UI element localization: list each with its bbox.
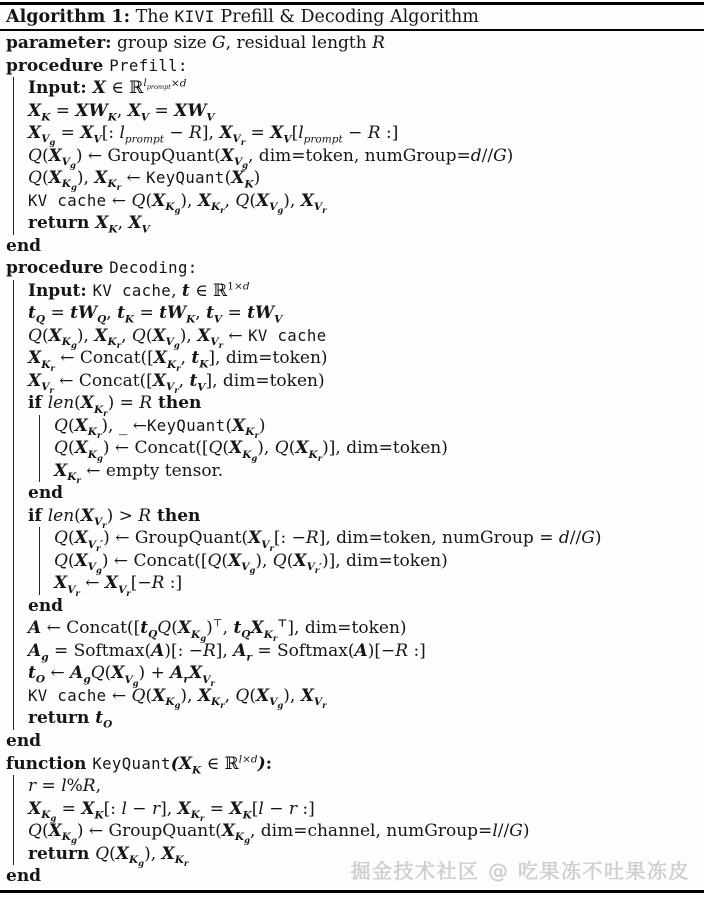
algorithm-line: $Q(X_{V_g})$ ← $GroupQuant(X_{V_g}$, dim=token, numGroup=d//G) <box>0 145 704 168</box>
algorithm-line: $Q(X_{K_g})$, $X_{K_r}$, $Q(X_{V_g})$, $X_{V_r}$ ← KV cache <box>0 325 704 348</box>
algorithm-line: end <box>6 866 42 887</box>
title-rule <box>0 29 704 31</box>
algorithm-line: $X_{K_g} = X_K$[: l − r], $X_{K_r} = X_K[l - r$ :] <box>0 798 704 821</box>
algorithm-line: $A_g$ = Softmax(A)[: −R], $A_r$ = Softmax(A)[−R :] <box>0 640 704 663</box>
algorithm-line: $X_{V_g} = X_V$[: $l_{prompt} - R$], $X_{V_r} = X_V[l_{prompt} - R$ :] <box>0 122 704 145</box>
algorithm-line: $t_Q = tW_Q$, $t_K = tW_K$, $t_V = tW_V$ <box>0 302 704 325</box>
algorithm-line: KV cache ← $Q(X_{K_g})$, $X_{K_r}$, $Q(X_{V_g})$, $X_{V_r}$ <box>0 190 704 213</box>
indent-rule <box>13 843 14 866</box>
algorithm-line: procedure Decoding: <box>6 258 198 279</box>
algorithm-line: $Q(X_{K_g})$, $X_{K_r}$ ← $KeyQuant(X_K)$ <box>0 167 704 190</box>
indent-rule <box>13 347 14 370</box>
indent-rule <box>13 685 14 708</box>
indent-rule <box>13 482 14 505</box>
indent-rule <box>13 302 14 325</box>
indent-rule <box>13 662 14 685</box>
indent-rule <box>13 617 14 640</box>
algorithm-line: return $Q(X_{K_g})$, $X_{K_r}$ <box>0 843 704 866</box>
indent-rule <box>13 415 14 438</box>
algorithm-line: $Q(X_{K_r})$, _ $\leftarrow KeyQuant(X_{K_r})$ <box>0 415 704 438</box>
algorithm-line: $Q(X_{V_r'})$ ← $GroupQuant(X_{V_r}$[: −R], dim=token, numGroup = d//G) <box>0 527 704 550</box>
indent-rule <box>13 100 14 123</box>
algorithm-line: parameter: group size G, residual length R <box>6 33 385 53</box>
indent-rule <box>13 280 14 303</box>
bottom-rule <box>0 890 704 893</box>
algorithm-line: $X_K = XW_K$, $X_V = XW_V$ <box>0 100 704 123</box>
algorithm-line: return $t_O$ <box>0 707 704 730</box>
algorithm-line: $X_{V_r}$ ← $Concat([X_{V_r}$, $t_V$], dim=token) <box>0 370 704 393</box>
indent-rule <box>13 527 14 550</box>
indent-rule <box>13 460 14 483</box>
algorithm-line: $X_{V_r}$ ← $X_{V_r}[-R$ :] <box>0 572 704 595</box>
algorithm-line: end <box>6 235 42 256</box>
algorithm-line: Input: KV cache, t ∈ ℝ$^{1\times d}$ <box>0 280 704 303</box>
watermark: 掘金技术社区 @ 吃果冻不吐果冻皮 <box>350 859 690 883</box>
indent-rule <box>39 572 40 595</box>
algorithm-line: if $len(X_{V_r}) > R$ then <box>0 505 704 528</box>
indent-rule <box>13 190 14 213</box>
indent-rule <box>39 527 40 550</box>
algorithm-line: KV cache ← $Q(X_{K_g})$, $X_{K_r}$, $Q(X_{V_g})$, $X_{V_r}$ <box>0 685 704 708</box>
indent-rule <box>13 505 14 528</box>
indent-rule <box>39 550 40 573</box>
indent-rule <box>13 122 14 145</box>
indent-rule <box>13 640 14 663</box>
indent-rule <box>13 370 14 393</box>
indent-rule <box>13 707 14 730</box>
algorithm-line: if $len(X_{K_r}) = R$ then <box>0 392 704 415</box>
algorithm-line: function $KeyQuant(X_K$ ∈ ℝ$^{l\times d}$): <box>6 752 272 776</box>
algorithm-line: procedure Prefill: <box>6 55 188 76</box>
algorithm-line: r = l%R, <box>0 775 704 798</box>
algorithm-line: $t_O$ ← $A_gQ(X_{V_g}) + A_rX_{V_r}$ <box>0 662 704 685</box>
indent-rule <box>13 775 14 798</box>
algorithm-line: A ← $Concat([t_QQ(X_{K_g})^⊤$, $t_QX_{K_r}^⊤$], dim=token) <box>0 617 704 640</box>
indent-rule <box>13 145 14 168</box>
indent-rule <box>13 572 14 595</box>
algorithm-line: $Q(X_{V_g})$ ← $Concat([Q(X_{V_g})$, $Q(X_{V_r'})$], dim=token) <box>0 550 704 573</box>
algorithm-body <box>0 32 704 888</box>
indent-rule <box>13 325 14 348</box>
indent-rule <box>13 167 14 190</box>
indent-rule <box>13 437 14 460</box>
algorithm-line: $X_{K_r}$ ← $Concat([X_{K_r}$, $t_K$], dim=token) <box>0 347 704 370</box>
indent-rule <box>13 212 14 235</box>
indent-rule <box>13 595 14 618</box>
indent-rule <box>13 392 14 415</box>
indent-rule <box>13 798 14 821</box>
algorithm-line: $Q(X_{K_g})$ ← $GroupQuant(X_{K_g}$, dim=channel, numGroup=l//G) <box>0 820 704 843</box>
algorithm-line: $Q(X_{K_g})$ ← $Concat([Q(X_{K_g})$, $Q(X_{K_r})$], dim=token) <box>0 437 704 460</box>
algorithm-line: end <box>6 730 42 751</box>
algorithm-title: Algorithm 1: The KIVI Prefill & Decoding Algorithm <box>6 7 479 27</box>
indent-rule <box>39 460 40 483</box>
indent-rule <box>39 437 40 460</box>
algorithm-line: end <box>0 482 704 505</box>
indent-rule <box>39 415 40 438</box>
indent-rule <box>13 77 14 100</box>
algorithm-line: end <box>0 595 704 618</box>
algorithm-line: Input: X ∈ ℝ$^{l_{prompt}\times d}$ <box>0 77 704 100</box>
indent-rule <box>13 550 14 573</box>
indent-rule <box>13 820 14 843</box>
algorithm-line: return $X_K$, $X_V$ <box>0 212 704 235</box>
algorithm-line: $X_{K_r}$ ← empty tensor. <box>0 460 704 483</box>
